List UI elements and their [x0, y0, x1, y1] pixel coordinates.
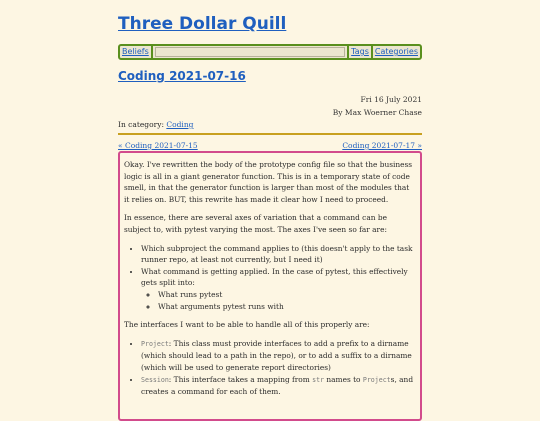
nav-beliefs-link[interactable]: Beliefs: [122, 47, 149, 56]
axes-list: [124, 243, 416, 313]
list-item-text: s, and: [390, 374, 414, 384]
inline-code: Session: [141, 375, 169, 384]
navbar: [118, 44, 422, 60]
post-title-link[interactable]: Coding 2021-07-16: [118, 69, 246, 83]
inline-code: str: [312, 375, 325, 384]
list-item: [141, 374, 416, 398]
paragraph: In essence, there are several axes of variation that a command can be subject to, with pytest varying the most. The axes I've seen so far are:: [124, 213, 387, 234]
nav-divider: [151, 46, 153, 58]
list-item-text: creates a command for each of them.: [141, 387, 281, 397]
paragraph: The interfaces I want to be able to handle all of this properly are:: [124, 320, 370, 330]
sub-list-item: ◦ What runs pytest: [158, 289, 416, 301]
prev-post-link[interactable]: « Coding 2021-07-15: [118, 141, 198, 150]
category-label: In category:: [118, 120, 164, 129]
site-title-link[interactable]: Three Dollar Quill: [118, 14, 287, 34]
list-item-text: : This class must provide interfaces to add a prefix to a dirname (which should lead to a path in the repo), or to add a suffix to a dirname (which will be used to generate report directories): [141, 338, 412, 372]
post-date: Fri 16 July 2021: [360, 95, 422, 104]
post-body: [118, 151, 422, 421]
inline-code: Project: [141, 339, 169, 348]
list-item: • Which subproject the command applies to (this doesn't apply to the task runner repo, at least not currently, but I need it): [141, 243, 416, 266]
post-author: By Max Woerner Chase: [332, 108, 422, 117]
category-link[interactable]: Coding: [166, 120, 194, 129]
search-input[interactable]: [155, 47, 345, 57]
next-post-link[interactable]: Coding 2021-07-17 »: [342, 141, 422, 150]
list-item: [141, 266, 416, 312]
nav-categories-link[interactable]: Categories: [374, 47, 418, 56]
post-category: [118, 120, 193, 129]
sub-list-item: ◦ What arguments pytest runs with: [158, 301, 416, 313]
list-item-text: names to: [324, 374, 363, 384]
list-item-text: What command is getting applied. In the case of pytest, this effectively gets split into:: [141, 266, 408, 288]
list-item: [141, 338, 416, 374]
inline-code: Project: [362, 375, 391, 384]
paragraph: Okay. I've rewritten the body of the prototype config file so that the business logic is all in a giant generator function. This is in a temporary state of code smell, in that the generator function is larger than most of the modules that it relies on. BUT, this rewrite has made it clear how I need to proceed.: [124, 160, 413, 204]
interfaces-list: [124, 338, 416, 398]
sub-list: [141, 289, 416, 312]
list-item-text: : This interface takes a mapping from: [168, 374, 313, 384]
nav-tags-link[interactable]: Tags: [351, 47, 369, 56]
divider: [118, 133, 422, 135]
